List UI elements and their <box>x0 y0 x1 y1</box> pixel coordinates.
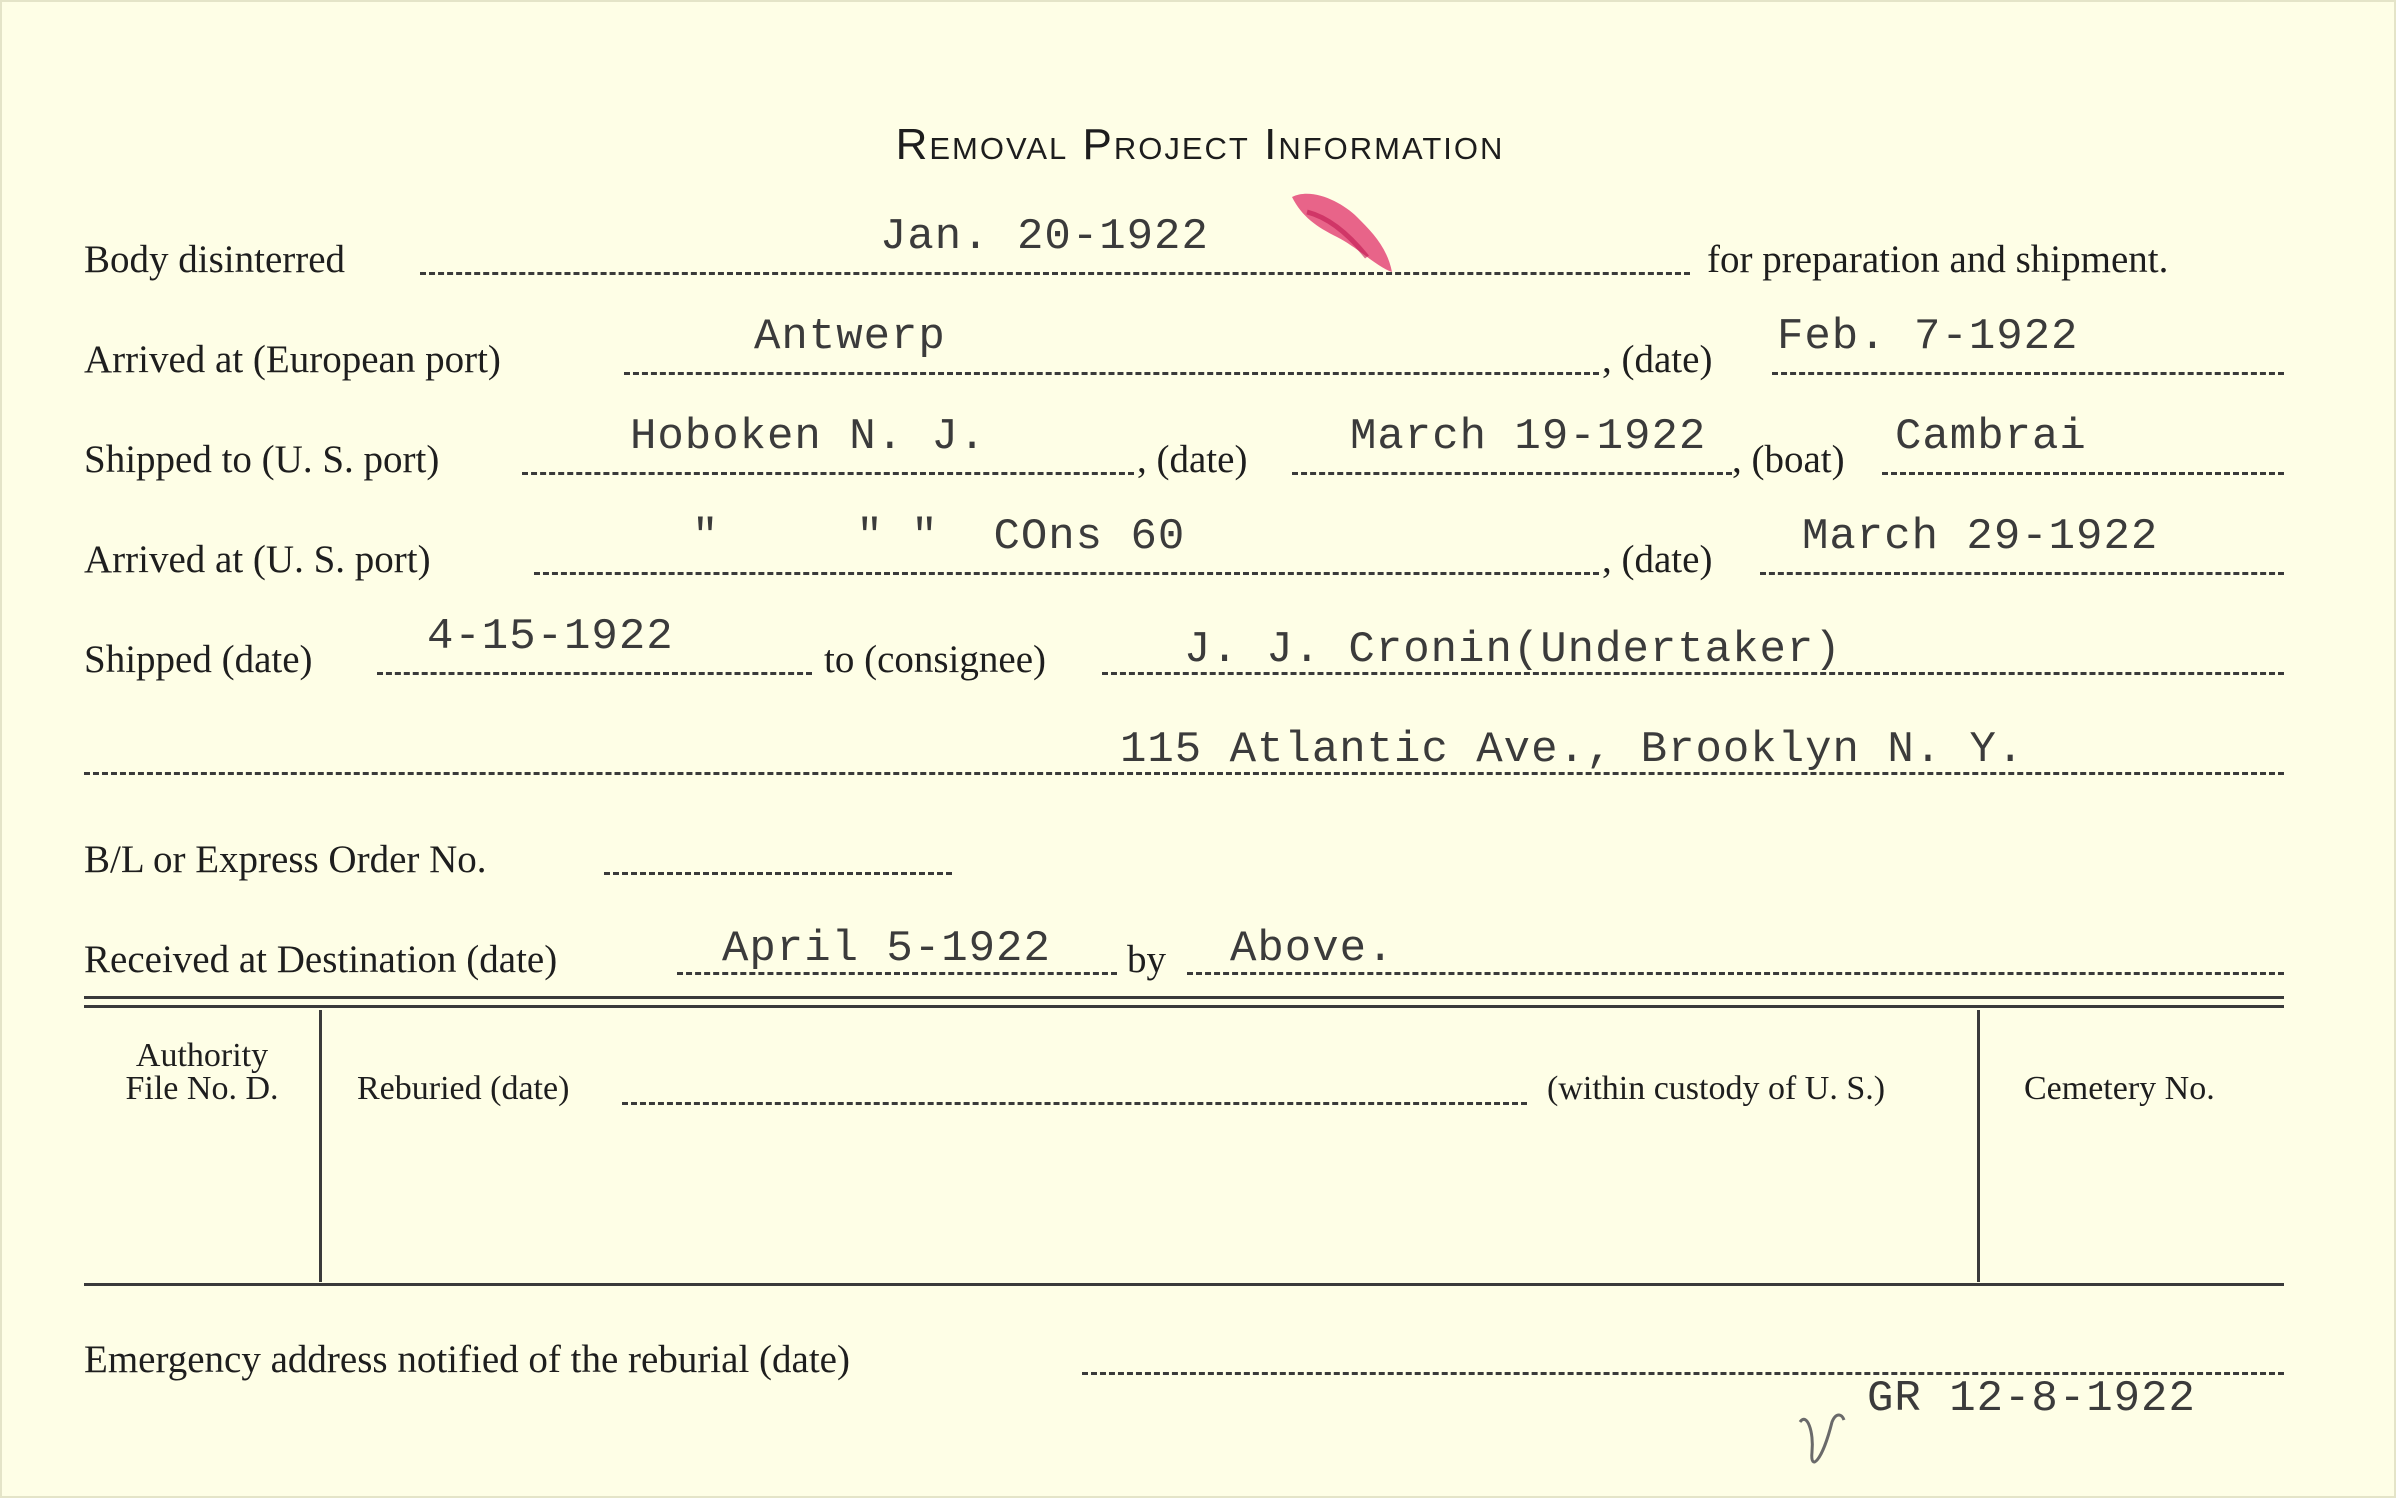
field-european-port-line <box>624 372 1599 375</box>
field-shipped-us-date-line <box>1292 472 1732 475</box>
field-disinterred-line <box>420 272 1690 275</box>
double-rule-bottom <box>84 1005 2284 1008</box>
field-arrived-us-date-line <box>1760 572 2284 575</box>
value-shipped-us-date: March 19-1922 <box>1350 412 1707 462</box>
pencil-mark-icon <box>1792 1402 1852 1482</box>
label-authority: Authority <box>135 1037 269 1074</box>
value-received-by: Above. <box>1230 924 1395 974</box>
label-arrived-us-port: Arrived at (U. S. port) <box>84 538 431 581</box>
value-boat: Cambrai <box>1895 412 2087 462</box>
label-received-destination: Received at Destination (date) <box>84 938 558 981</box>
label-shipped-date-row: Shipped (date) <box>84 638 313 681</box>
value-european-port: Antwerp <box>754 312 946 362</box>
label-authority-file-no: File No. D. <box>125 1070 279 1107</box>
label-shipped-us-port: Shipped to (U. S. port) <box>84 438 440 481</box>
label-received-by: by <box>1127 938 1166 981</box>
value-shipped-date: 4-15-1922 <box>427 612 674 662</box>
label-arrived-us-date: , (date) <box>1602 538 1713 581</box>
box-bottom-rule <box>84 1283 2284 1286</box>
label-bl-order: B/L or Express Order No. <box>84 838 487 881</box>
field-bl-order-line <box>604 872 952 875</box>
label-cemetery-no: Cemetery No. <box>2024 1070 2215 1107</box>
box-divider-right <box>1977 1010 1980 1282</box>
label-european-date: , (date) <box>1602 338 1713 381</box>
label-body-disinterred: Body disinterred <box>84 238 346 281</box>
label-emergency-address: Emergency address notified of the reburial (date) <box>84 1338 850 1381</box>
field-shipped-date-line <box>377 672 812 675</box>
label-shipped-date: , (date) <box>1137 438 1248 481</box>
label-to-consignee: to (consignee) <box>824 638 1047 681</box>
field-boat-line <box>1882 472 2284 475</box>
value-arrived-us-port: " " " COns 60 <box>692 512 1186 562</box>
value-european-date: Feb. 7-1922 <box>1777 312 2079 362</box>
value-received-date: April 5-1922 <box>722 924 1051 974</box>
double-rule-top <box>84 996 2284 999</box>
label-reburied-date: Reburied (date) <box>357 1070 570 1107</box>
value-arrived-us-date: March 29-1922 <box>1802 512 2159 562</box>
card-title: Removal Project Information <box>895 120 1505 169</box>
label-arrived-european-port: Arrived at (European port) <box>84 338 501 381</box>
red-stamp-smudge-icon <box>1287 187 1397 282</box>
value-us-port: Hoboken N. J. <box>630 412 987 462</box>
box-divider-left <box>319 1010 322 1282</box>
value-consignee: J. J. Cronin(Undertaker) <box>1184 625 1842 675</box>
label-for-preparation: for preparation and shipment. <box>1707 238 2169 281</box>
field-us-port-line <box>522 472 1134 475</box>
value-disinterred-date: Jan. 20-1922 <box>880 212 1209 262</box>
label-within-custody: (within custody of U. S.) <box>1547 1070 1886 1107</box>
field-reburied-line <box>622 1102 1527 1105</box>
value-gr-note: GR 12-8-1922 <box>1867 1374 2196 1424</box>
value-consignee-address: 115 Atlantic Ave., Brooklyn N. Y. <box>1120 725 2025 775</box>
label-boat: , (boat) <box>1732 438 1845 481</box>
field-arrived-us-port-line <box>534 572 1599 575</box>
field-european-date-line <box>1772 372 2284 375</box>
